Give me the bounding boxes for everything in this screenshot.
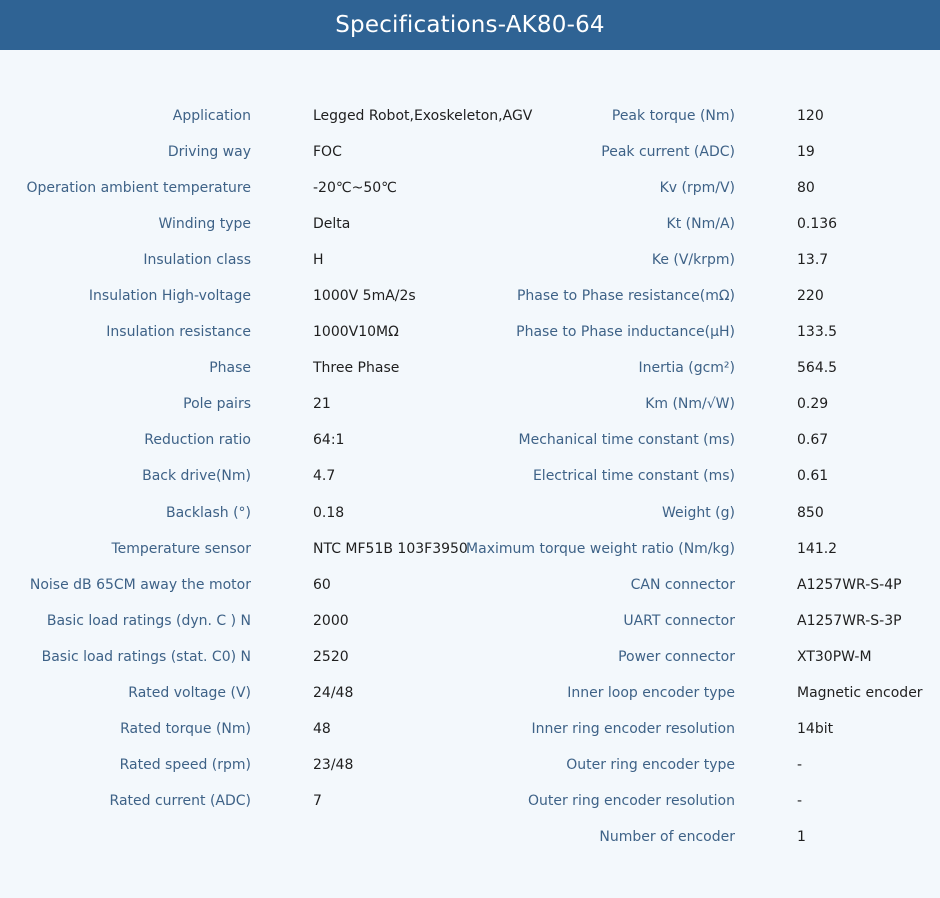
spec-row xyxy=(0,675,940,711)
spec-row xyxy=(0,567,940,603)
spec-value: 1 xyxy=(797,828,806,845)
spec-row xyxy=(0,711,940,747)
spec-value: - xyxy=(797,792,803,809)
spec-label: Rated voltage (V) xyxy=(128,684,251,701)
spec-value: 4.7 xyxy=(313,468,336,485)
spec-label: Noise dB 65CM away the motor xyxy=(29,576,251,593)
spec-value: 19 xyxy=(797,144,815,161)
spec-label: Back drive(Nm) xyxy=(142,468,251,485)
spec-row xyxy=(0,98,940,134)
spec-value: - xyxy=(797,756,803,773)
spec-label: Phase xyxy=(209,360,251,377)
spec-row xyxy=(0,639,940,675)
spec-row xyxy=(0,350,940,386)
spec-value: 2000 xyxy=(313,612,349,629)
spec-row xyxy=(0,458,940,494)
spec-label: Maximum torque weight ratio (Nm/kg) xyxy=(466,540,735,557)
spec-value: 23/48 xyxy=(313,756,354,773)
spec-value: Three Phase xyxy=(313,360,400,377)
spec-value: 564.5 xyxy=(797,360,838,377)
spec-label: Rated speed (rpm) xyxy=(119,756,251,773)
spec-row xyxy=(0,170,940,206)
spec-row xyxy=(0,206,940,242)
spec-value: 0.67 xyxy=(797,432,829,449)
spec-row xyxy=(0,314,940,350)
spec-label: Kt (Nm/A) xyxy=(666,216,735,233)
spec-label: Insulation class xyxy=(143,252,251,269)
spec-label: Peak torque (Nm) xyxy=(611,108,735,124)
spec-label: Application xyxy=(172,108,251,124)
spec-label: Weight (g) xyxy=(661,504,735,521)
spec-label: UART connector xyxy=(623,612,735,629)
spec-value: 14bit xyxy=(797,720,834,737)
spec-label: Kv (rpm/V) xyxy=(659,180,735,197)
spec-value: 1000V 5mA/2s xyxy=(313,288,416,305)
spec-value: XT30PW-M xyxy=(797,648,872,665)
spec-label: Rated torque (Nm) xyxy=(120,720,251,737)
spec-value: 64:1 xyxy=(313,432,345,449)
spec-label: Pole pairs xyxy=(183,396,251,413)
spec-label: Km (Nm/√W) xyxy=(645,396,735,413)
page-header xyxy=(0,0,940,50)
spec-value: FOC xyxy=(313,144,342,161)
specifications-table xyxy=(0,98,940,855)
spec-label: Insulation High-voltage xyxy=(88,288,251,305)
spec-row xyxy=(0,603,940,639)
spec-row xyxy=(0,386,940,422)
spec-value: 141.2 xyxy=(797,540,838,557)
spec-row xyxy=(0,495,940,531)
spec-value: 1000V10MΩ xyxy=(313,324,399,341)
spec-row xyxy=(0,819,940,855)
spec-label: Inner loop encoder type xyxy=(567,684,735,701)
spec-value: 21 xyxy=(313,396,331,413)
spec-row xyxy=(0,278,940,314)
spec-value: A1257WR-S-3P xyxy=(797,612,902,629)
spec-label: Rated current (ADC) xyxy=(109,792,251,809)
spec-label: Inner ring encoder resolution xyxy=(531,720,735,737)
spec-value: Legged Robot,Exoskeleton,AGV xyxy=(313,108,533,124)
spec-label: Temperature sensor xyxy=(111,540,251,557)
spec-label: Reduction ratio xyxy=(144,432,251,449)
spec-value: NTC MF51B 103F3950 xyxy=(313,540,468,557)
spec-value: 0.18 xyxy=(313,504,345,521)
spec-label: Backlash (°) xyxy=(166,504,251,521)
spec-value: 220 xyxy=(797,288,824,305)
spec-value: Magnetic encoder xyxy=(797,684,923,701)
spec-label: Outer ring encoder type xyxy=(566,756,735,773)
spec-row xyxy=(0,242,940,278)
spec-value: 0.136 xyxy=(797,216,838,233)
spec-value: 120 xyxy=(797,108,824,124)
spec-value: 0.29 xyxy=(797,396,829,413)
spec-value: 48 xyxy=(313,720,331,737)
spec-value: 13.7 xyxy=(797,252,829,269)
spec-label: Electrical time constant (ms) xyxy=(532,468,735,485)
spec-label: CAN connector xyxy=(630,576,735,593)
spec-value: 24/48 xyxy=(313,684,354,701)
spec-value: 80 xyxy=(797,180,815,197)
spec-label: Ke (V/krpm) xyxy=(651,252,735,269)
spec-value: 0.61 xyxy=(797,468,829,485)
spec-row xyxy=(0,134,940,170)
spec-label: Operation ambient temperature xyxy=(26,180,251,197)
spec-value: 2520 xyxy=(313,648,349,665)
spec-value: H xyxy=(313,252,324,269)
spec-label: Winding type xyxy=(158,216,251,233)
spec-label: Inertia (gcm²) xyxy=(638,360,735,377)
spec-row xyxy=(0,747,940,783)
spec-label: Phase to Phase resistance(mΩ) xyxy=(516,288,735,305)
page-title: Specifications-AK80-64 xyxy=(335,12,605,38)
spec-label: Number of encoder xyxy=(599,828,735,845)
spec-label: Mechanical time constant (ms) xyxy=(518,432,735,449)
spec-label: Insulation resistance xyxy=(106,324,251,341)
spec-row xyxy=(0,422,940,458)
spec-value: -20℃~50℃ xyxy=(313,180,397,197)
spec-value: Delta xyxy=(313,216,351,233)
spec-value: 850 xyxy=(797,504,824,521)
spec-label: Driving way xyxy=(167,144,251,161)
spec-label: Power connector xyxy=(618,648,735,665)
spec-value: 7 xyxy=(313,792,322,809)
spec-label: Phase to Phase inductance(μH) xyxy=(516,324,735,341)
spec-label: Basic load ratings (stat. C0) N xyxy=(41,648,251,665)
spec-value: A1257WR-S-4P xyxy=(797,576,902,593)
spec-value: 133.5 xyxy=(797,324,838,341)
spec-label: Basic load ratings (dyn. C ) N xyxy=(46,612,251,629)
spec-label: Outer ring encoder resolution xyxy=(527,792,735,809)
spec-label: Peak current (ADC) xyxy=(601,144,735,161)
spec-row xyxy=(0,783,940,819)
spec-value: 60 xyxy=(313,576,331,593)
spec-row xyxy=(0,531,940,567)
